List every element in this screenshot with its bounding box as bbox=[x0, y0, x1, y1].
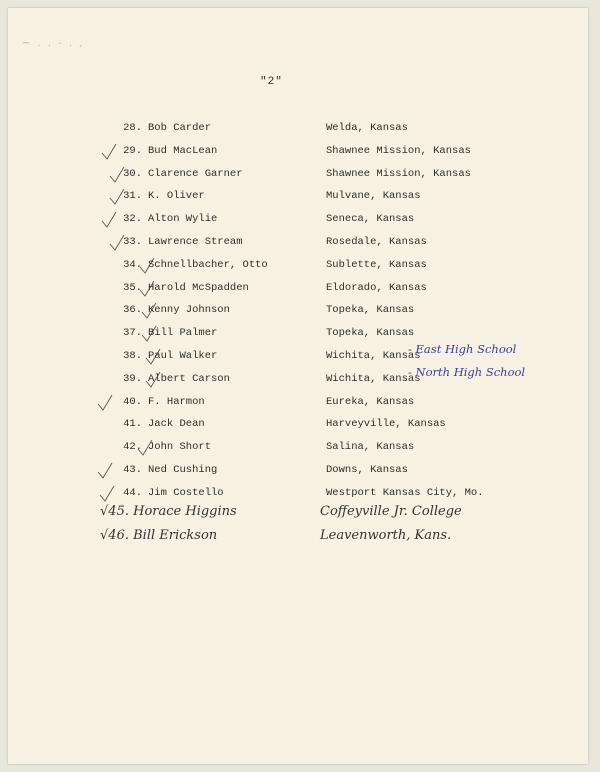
entry-number: 36. bbox=[123, 304, 142, 317]
entry-name: Ned Cushing bbox=[148, 464, 218, 476]
table-row bbox=[8, 257, 588, 275]
entry-number: 42. bbox=[123, 441, 142, 454]
handwritten-name: Horace Higgins bbox=[133, 504, 237, 519]
entry-place: Topeka, Kansas bbox=[326, 327, 415, 340]
entry-place: Harveyville, Kansas bbox=[326, 418, 446, 431]
table-row bbox=[8, 143, 588, 161]
check-mark-icon: √ bbox=[100, 504, 109, 519]
table-row bbox=[8, 302, 588, 320]
entry-name: Albert Carson bbox=[148, 372, 230, 385]
entry-place: Welda, Kansas bbox=[326, 122, 408, 134]
entry-number: 33. bbox=[123, 236, 142, 248]
entry-name: F. Harmon bbox=[148, 395, 205, 408]
table-row bbox=[8, 439, 588, 457]
check-mark-icon bbox=[96, 462, 114, 480]
entry-name: K. Oliver bbox=[148, 190, 205, 203]
entry-place: Seneca, Kansas bbox=[326, 213, 415, 226]
table-row bbox=[8, 166, 588, 184]
entry-name: Jim Costello bbox=[148, 486, 224, 499]
check-mark-icon bbox=[96, 394, 114, 412]
handwritten-place: Coffeyville Jr. College bbox=[320, 504, 462, 519]
entry-name: Bud MacLean bbox=[148, 144, 218, 157]
entry-place: Wichita, Kansas bbox=[326, 372, 421, 385]
entry-place: Downs, Kansas bbox=[326, 464, 408, 476]
handwritten-num: 46. bbox=[108, 528, 129, 543]
table-row bbox=[8, 188, 588, 206]
entry-place: Sublette, Kansas bbox=[326, 258, 427, 271]
handwritten-entry bbox=[100, 504, 237, 519]
entry-name: Kenny Johnson bbox=[148, 304, 230, 317]
table-row bbox=[8, 416, 588, 434]
entry-number: 31. bbox=[123, 190, 142, 203]
table-row bbox=[8, 485, 588, 503]
check-mark-icon bbox=[98, 485, 116, 503]
handwritten-entry bbox=[100, 528, 217, 543]
table-row bbox=[8, 342, 588, 366]
entry-place: Wichita, Kansas bbox=[326, 350, 421, 362]
entry-name: Lawrence Stream bbox=[148, 236, 243, 248]
entry-number: 40. bbox=[123, 395, 142, 408]
entry-name: Paul Walker bbox=[148, 350, 218, 362]
entry-name: John Short bbox=[148, 441, 212, 454]
entry-place: Topeka, Kansas bbox=[326, 304, 415, 317]
entry-number: 37. bbox=[123, 327, 142, 340]
handwritten-num: 45. bbox=[108, 504, 129, 519]
entry-name: Alton Wylie bbox=[148, 213, 218, 226]
handwritten-note: - East High School bbox=[408, 342, 517, 356]
entry-place: Mulvane, Kansas bbox=[326, 190, 421, 203]
entry-name: Clarence Garner bbox=[148, 167, 243, 180]
entry-number: 38. bbox=[123, 350, 142, 362]
entry-number: 41. bbox=[123, 418, 142, 431]
handwritten-name: Bill Erickson bbox=[133, 528, 218, 543]
entry-name: Schnellbacher, Otto bbox=[148, 258, 268, 271]
table-row bbox=[8, 364, 588, 389]
handwritten-place: Leavenworth, Kans. bbox=[320, 528, 452, 543]
table-row bbox=[8, 394, 588, 412]
table-row bbox=[8, 325, 588, 343]
entry-number: 32. bbox=[123, 213, 142, 226]
document-page bbox=[8, 8, 588, 764]
entry-name: Harold McSpadden bbox=[148, 281, 249, 294]
entry-name: Bill Palmer bbox=[148, 327, 218, 340]
entry-place: Rosedale, Kansas bbox=[326, 236, 427, 248]
entry-name: Bob Carder bbox=[148, 122, 212, 134]
faded-marks: ~ . . - . , bbox=[22, 38, 85, 49]
entry-number: 39. bbox=[123, 372, 142, 385]
table-row bbox=[8, 211, 588, 229]
handwritten-note: - North High School bbox=[408, 364, 526, 379]
entry-number: 30. bbox=[123, 167, 142, 180]
entry-number: 34. bbox=[123, 258, 142, 271]
entry-number: 43. bbox=[123, 464, 142, 476]
entry-place: Shawnee Mission, Kansas bbox=[326, 144, 471, 157]
entry-place: Shawnee Mission, Kansas bbox=[326, 167, 471, 180]
table-row bbox=[8, 462, 588, 480]
entry-name: Jack Dean bbox=[148, 418, 205, 431]
page-number: "2" bbox=[260, 76, 283, 88]
entry-number: 28. bbox=[123, 122, 142, 134]
entry-place: Eureka, Kansas bbox=[326, 395, 415, 408]
entry-place: Eldorado, Kansas bbox=[326, 281, 427, 294]
table-row bbox=[8, 120, 588, 138]
table-row bbox=[8, 280, 588, 298]
entry-place: Westport Kansas City, Mo. bbox=[326, 486, 484, 499]
table-row bbox=[8, 234, 588, 252]
entry-number: 35. bbox=[123, 281, 142, 294]
check-mark-icon: √ bbox=[100, 528, 109, 543]
entry-number: 44. bbox=[123, 486, 142, 499]
entry-place: Salina, Kansas bbox=[326, 441, 415, 454]
entry-number: 29. bbox=[123, 144, 142, 157]
